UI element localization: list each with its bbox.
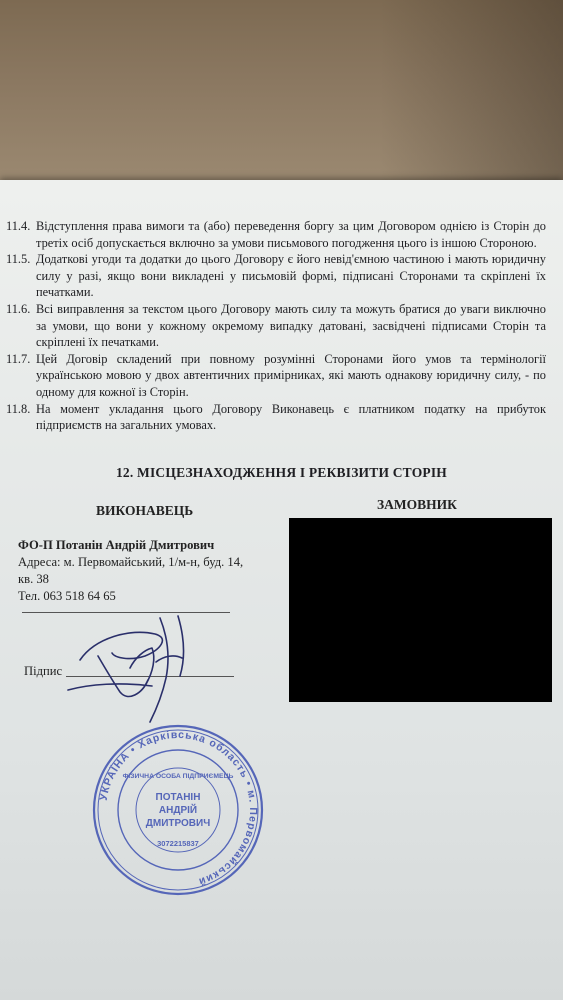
seal-name-line: ДМИТРОВИЧ <box>145 818 211 829</box>
clauses-list <box>6 218 546 434</box>
seal-name-line: АНДРІЙ <box>158 805 198 816</box>
seal-outer-text: УКРАЇНА • Харківська область • м. Первомайський <box>97 728 260 888</box>
contractor-phone: Тел. 063 518 64 65 <box>18 589 116 603</box>
contractor-heading: ВИКОНАВЕЦЬ <box>96 503 194 518</box>
official-seal <box>88 720 268 900</box>
contractor-address: Адреса: м. Первомайський, 1/м-н, буд. 14, <box>18 555 244 569</box>
clause-text: Цей Договір складений при повному розумінні Сторонами його умов та термінології українською мовою у двох автентичних примірниках, які мають однакову юридичну силу, - по одному для кожної із Сторін. <box>36 351 546 399</box>
seal-code: 3072215837 <box>157 839 199 848</box>
clause-text: Відступлення права вимоги та (або) переведення боргу за цим Договором однією із Сторін до третіх осіб допускається включно за умови письмового погодження цього із іншою Стороною. <box>36 219 546 250</box>
contract-page <box>0 180 563 1000</box>
redacted-customer-details <box>289 518 552 702</box>
handwritten-signature <box>60 598 210 738</box>
clause-11-7 <box>6 351 546 401</box>
seal-inner-text: ФІЗИЧНА ОСОБА ПІДПРИЄМЕЦЬ <box>122 773 234 780</box>
customer-heading: ЗАМОВНИК <box>377 497 457 512</box>
clause-number: 11.8. <box>6 401 31 416</box>
clause-text: На момент укладання цього Договору Виконавець є платником податку на прибуток підприємств на загальних умовах. <box>36 401 546 433</box>
clause-number: 11.5. <box>6 252 31 267</box>
clause-text: Всі виправлення за текстом цього Договору мають силу та можуть братися до уваги виключно за умови, що вони у кожному окремому випадку датовані, засвідчені підписами Сторін та скріплені їх печатками. <box>36 301 546 350</box>
clause-text: Додаткові угоди та додатки до цього Договору є його невід'ємною частиною і мають юридичну силу у разі, якщо вони викладені у письмовій формі, підписані Сторонами та скріплені їх печатками. <box>36 252 546 300</box>
clause-11-5 <box>6 251 546 301</box>
clause-number: 11.6. <box>6 301 31 316</box>
clause-11-8 <box>6 401 546 434</box>
section-title: 12. МІСЦЕЗНАХОДЖЕННЯ І РЕКВІЗИТИ СТОРІН <box>115 465 447 480</box>
clause-number: 11.7. <box>6 351 31 366</box>
background-surface <box>0 0 563 190</box>
clause-number: 11.4. <box>6 219 31 233</box>
contractor-address-cont: кв. 38 <box>18 572 49 586</box>
signature-label: Підпис <box>24 664 63 678</box>
contractor-name: ФО-П Потанін Андрій Дмитрович <box>18 538 215 552</box>
clause-11-6 <box>6 301 546 351</box>
seal-name-line: ПОТАНІН <box>155 792 201 803</box>
clause-11-4 <box>6 218 546 251</box>
contractor-details <box>18 537 278 605</box>
